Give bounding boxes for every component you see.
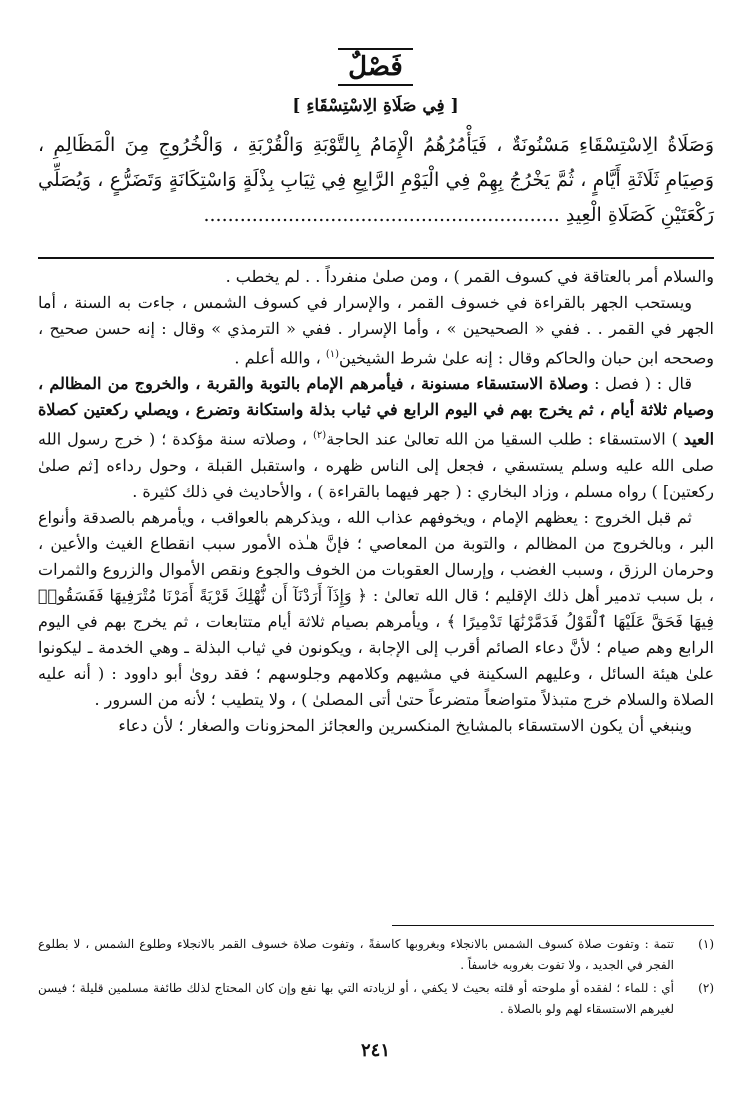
page-number: ٢٤١ [360, 1040, 390, 1061]
commentary [38, 264, 714, 739]
chapter-heading: فَصْلٌ [338, 48, 413, 86]
footnote-number: (٢) [698, 981, 714, 995]
p3-quoted-matn: وصلاة الاستسقاء مسنونة ، فيأمرهم الإمام بالتوبة والقربة ، والخروج من المظالم ، وصيام ثلاثة أيام ، ثم يخرج بهم في اليوم الرابع في ثياب بذلة واستكانة وتضرع ، ويصلي ركعتين كصلاة العيد [38, 374, 715, 449]
chapter-ornament [0, 48, 751, 86]
footnotes [38, 934, 714, 1022]
footnote [38, 934, 714, 976]
footnote-text: أي : للماء ؛ لفقده أو ملوحته أو قلته بحيث لا يكفي ، أو لزيادته التي بها نفع وإن كان المحتاج لذلك طائفة مسلمين قليلة ؛ فيسن لغيرهم الاستسقاء لهم ولو بالصلاة . [38, 981, 674, 1016]
footnote-number: (١) [698, 937, 714, 951]
p3-mid: ) الاستسقاء : طلب السقيا من الله تعالىٰ عند الحاجة [326, 429, 684, 449]
footnote-ref-2[interactable]: (٢) [313, 430, 327, 442]
footnote-text: تتمة : وتفوت صلاة كسوف الشمس بالانجلاء وبغروبها كاسفةً ، وتفوت صلاة خسوف القمر بالانجلاء وطلوع الشمس ، لا بطلوع الفجر في الجديد ، ولا تفوت بغروبه خاسفاً . [38, 937, 674, 972]
footnote [38, 978, 714, 1020]
commentary-paragraph-2 [38, 290, 714, 371]
commentary-paragraph-5: وينبغي أن يكون الاستسقاء بالمشايخ المنكسرين والعجائز المحزونات والصغار ؛ لأن دعاء [118, 715, 692, 735]
section-title: [ فِي صَلَاةِ الِاسْتِسْقَاءِ ] [292, 96, 459, 116]
main-text [38, 128, 714, 233]
footnote-divider [392, 925, 714, 926]
p2-text: ويستحب الجهر بالقراءة في خسوف القمر ، والإسرار في كسوف الشمس ، جاءت به السنة ، أما الجهر في القمر . . ففي « الصحيحين » ، وأما الإسرار . ففي « الترمذي » وقال : إنه حسن صحيح ، وصححه ابن حبان والحاكم وقال : إنه علىٰ شرط الشيخين [38, 293, 714, 368]
p3-intro: قال : ( فصل : [588, 374, 692, 394]
commentary-paragraph-3 [38, 371, 714, 504]
footnote-ref-1[interactable]: (١) [325, 349, 340, 360]
main-text-dots: ........................................................... [203, 204, 560, 226]
commentary-paragraph-4: ثم قبل الخروج : يعظهم الإمام ، ويخوفهم عذاب الله ، ويذكرهم بالعواقب ، ويأمرهم بالصدقة وأنواع البر ، وبالخروج من المظالم ، والتوبة من المعاصي ؛ فإنَّ هـٰذه الأمور سبب انقطاع الغيث والأعين ، وحرمان الرزق ، وسبب الغضب ، وإرسال العقوبات من الخوف والجوع ونقص الأموال والزروع والثمرات ، بل سبب تدمير أهل ذلك الإقليم ؛ قال الله تعالىٰ : ﴿ وَإِذَآ أَرَدْنَآ أَن نُّهْلِكَ قَرْيَةً أَمَرْنَا مُتْرَفِيهَا فَفَسَقُوا۟ فِيهَا فَحَقَّ عَلَيْهَا ٱلْقَوْلُ فَدَمَّرْنَٰهَا تَدْمِيرًا ﴾ ، ويأمرهم بصيام ثلاثة أيام متتابعات ، ثم يخرج بهم في اليوم الرابع وهم صيام ؛ لأنَّ دعاء الصائم أقرب إلى الإجابة ، ويكونون في ثياب البذلة ـ وهي الخدمة ـ ليكونوا علىٰ هيئة السائل ، وعليهم السكينة في مشيهم وكلامهم وجلوسهم ؛ فقد روىٰ أبو داوود : ( أنه عليه الصلاة والسلام خرج متبذلاً متواضعاً متضرعاً حتىٰ أتى المصلىٰ ) ، ولا يتطيب ؛ لأنه من السرور . [38, 507, 715, 709]
main-text-body: وَصَلَاةُ الِاسْتِسْقَاءِ مَسْنُونَةٌ ، فَيَأْمُرُهُمُ الْإِمَامُ بِالتَّوْبَةِ وَالْقُرْبَةِ ، وَالْخُرُوجِ مِنَ الْمَظَالِمِ ، وَصِيَامِ ثَلَاثَةِ أَيَّامٍ ، ثُمَّ يَخْرُجُ بِهِمْ فِي الْيَوْمِ الرَّابِعِ فِي ثِيَابِ بِذْلَةٍ وَاسْتِكَانَةٍ وَتَضَرُّعٍ ، وَيُصَلِّي رَكْعَتَيْنِ كَصَلَاةِ الْعِيدِ [38, 134, 714, 226]
p3-end: ، وصلاته سنة مؤكدة ؛ ( خرج رسول الله صلى الله عليه وسلم يستسقي ، فجعل إلى الناس ظهره ، واستقبل القبلة ، وحول رداءه [ثم صلىٰ ركعتين] ) رواه مسلم ، وزاد البخاري : ( جهر فيهما بالقراءة ) ، والأحاديث في ذلك كثيرة . [38, 429, 714, 501]
commentary-paragraph-1: والسلام أمر بالعتاقة في كسوف القمر ) ، ومن صلىٰ منفرداً . . لم يخطب . [225, 267, 714, 286]
p2-text-end: ، والله أعلم . [234, 348, 326, 368]
text-divider [38, 257, 714, 259]
